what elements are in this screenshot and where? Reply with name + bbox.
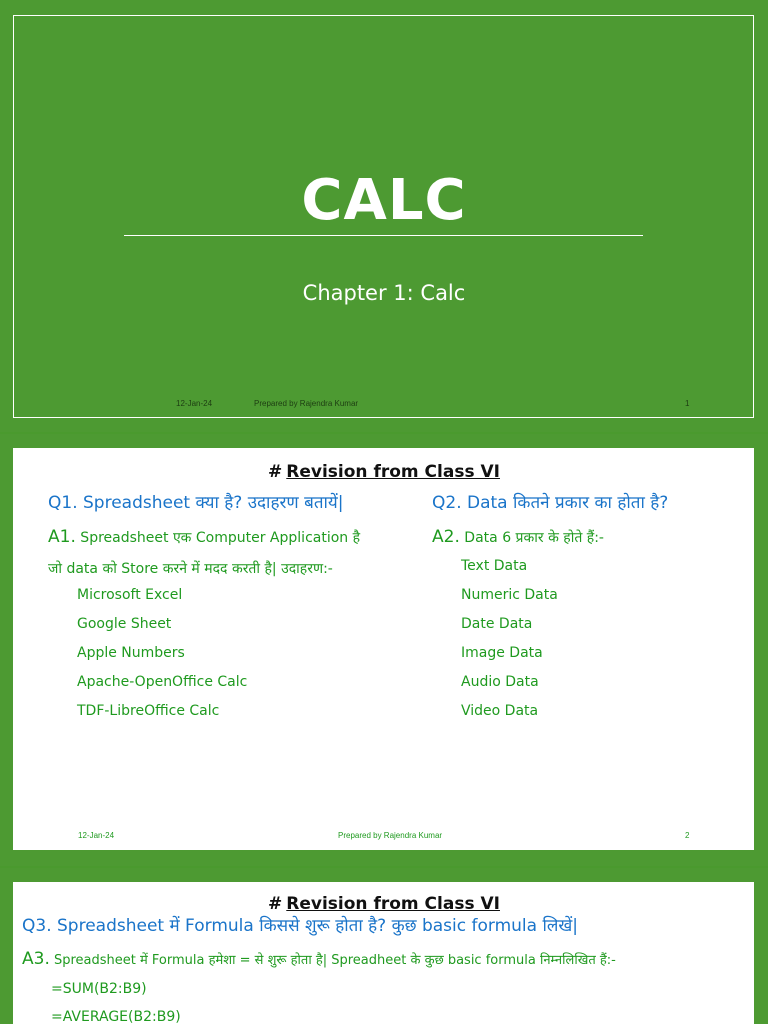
answer-1-line-2: जो data को Store करने में मदद करती है| उदाहरण:- xyxy=(48,561,333,577)
list-item: Image Data xyxy=(461,645,543,661)
answer-1-label: A1. xyxy=(48,527,76,547)
heading-hash: # xyxy=(268,462,283,482)
answer-3-line-1 xyxy=(22,949,616,969)
answer-2-label: A2. xyxy=(432,527,460,547)
list-item: Video Data xyxy=(461,703,539,719)
list-item: Apache-OpenOffice Calc xyxy=(77,674,248,690)
revision-slide-1 xyxy=(0,434,768,866)
footer-page-number: 2 xyxy=(685,831,690,840)
answer-3-text: Spreadsheet में Formula हमेशा = से शुरू होता है| Spreadheet के कुछ basic formula निम्नलिखित हैं:- xyxy=(49,953,616,968)
list-item: Numeric Data xyxy=(461,587,558,603)
answer-3-label: A3. xyxy=(22,949,50,969)
footer-author: Prepared by Rajendra Kumar xyxy=(338,831,443,840)
footer-date: 12-Jan-24 xyxy=(176,399,213,408)
slide-heading xyxy=(0,894,768,914)
slide-subtitle: Chapter 1: Calc xyxy=(302,281,466,305)
list-item: Audio Data xyxy=(461,674,539,690)
slide-title: CALC xyxy=(301,168,467,233)
footer-author: Prepared by Rajendra Kumar xyxy=(254,399,359,408)
footer-page-number: 1 xyxy=(685,399,690,408)
list-item: =SUM(B2:B9) xyxy=(51,981,147,997)
question-3: Q3. Spreadsheet में Formula किससे शुरू होता है? कुछ basic formula लिखें| xyxy=(22,916,579,936)
heading-hash: # xyxy=(268,894,283,914)
list-item: =AVERAGE(B2:B9) xyxy=(51,1009,181,1024)
answer-1-line-1 xyxy=(48,527,360,547)
title-slide xyxy=(0,0,768,432)
heading-text: Revision from Class VI xyxy=(286,894,500,914)
answer-2-line-1 xyxy=(432,527,604,547)
slide-heading xyxy=(0,462,768,482)
list-item: Text Data xyxy=(461,558,528,574)
list-item: Date Data xyxy=(461,616,533,632)
list-item: Apple Numbers xyxy=(77,645,185,661)
title-divider xyxy=(124,235,643,236)
answer-1-text: Spreadsheet एक Computer Application है xyxy=(75,530,361,546)
question-2: Q2. Data कितने प्रकार का होता है? xyxy=(432,493,669,513)
question-1: Q1. Spreadsheet क्या है? उदाहरण बतायें| xyxy=(48,493,344,513)
answer-2-text: Data 6 प्रकार के होते हैं:- xyxy=(459,530,604,546)
revision-slide-2 xyxy=(0,868,768,1024)
list-item: Microsoft Excel xyxy=(77,587,183,603)
footer-date: 12-Jan-24 xyxy=(78,831,115,840)
list-item: TDF-LibreOffice Calc xyxy=(77,703,220,719)
heading-text: Revision from Class VI xyxy=(286,462,500,482)
list-item: Google Sheet xyxy=(77,616,172,632)
